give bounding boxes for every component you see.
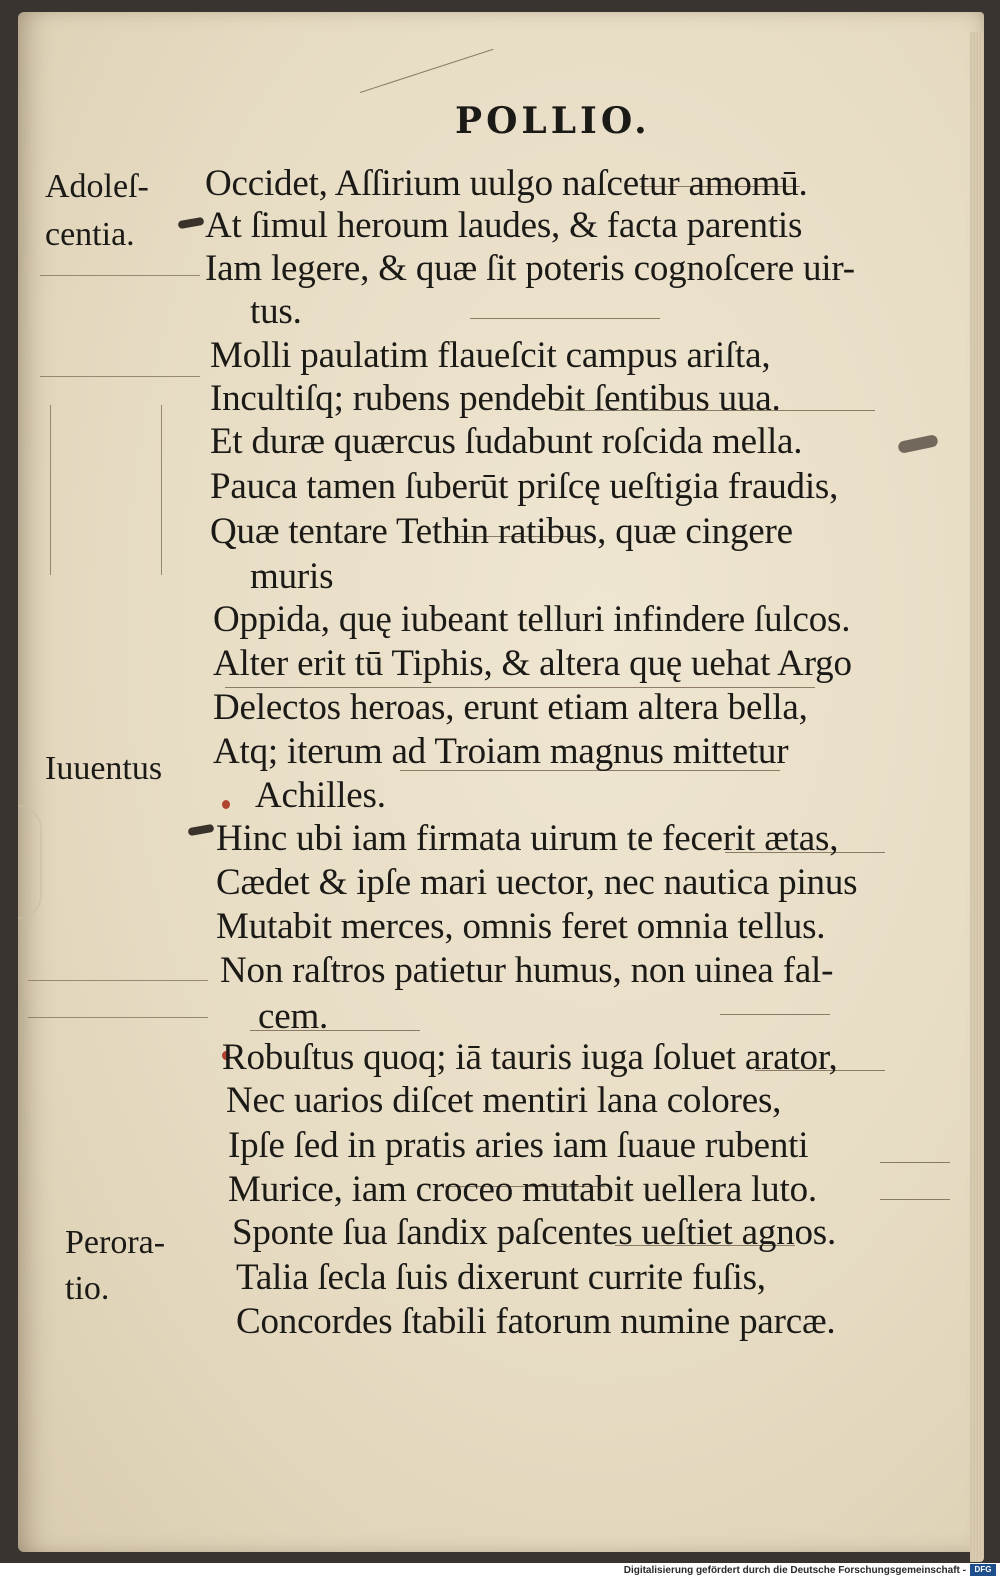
handwritten-gloss: [40, 275, 200, 377]
handwritten-gloss: [720, 1014, 830, 1025]
verse-line: Pauca tamen ſuberūt priſcę ueſtigia fraudis,: [210, 466, 839, 507]
verse-line: muris: [250, 556, 334, 597]
verse-line: Concordes ſtabili fatorum numine parcæ.: [236, 1301, 836, 1342]
verse-line: Molli paulatim flaueſcit campus ariſta,: [210, 335, 771, 376]
clip-impression: [18, 805, 42, 919]
verse-line: Murice, iam croceo mutabit uellera luto.: [228, 1169, 817, 1210]
verse-line: Nec uarios diſcet mentiri lana colores,: [226, 1080, 782, 1121]
dfg-logo: DFG: [970, 1564, 996, 1576]
verse-line: Ipſe ſed in pratis aries iam ſuaue rubenti: [228, 1125, 809, 1166]
digitization-footer: [0, 1563, 1000, 1577]
rubrication-dot: [222, 800, 230, 809]
verse-line: Quæ tentare Tethin ratibus, quæ cingere: [210, 511, 793, 552]
verse-line: Alter erit tū Tiphis, & altera quę uehat Argo: [213, 643, 852, 684]
digitization-note: Digitalisierung gefördert durch die Deutsche Forschungsgemeinschaft -: [623, 1565, 966, 1576]
page-edge: [970, 32, 984, 1562]
verse-line: Mutabit merces, omnis feret omnia tellus.: [216, 906, 826, 947]
verse-line: tus.: [250, 291, 302, 332]
verse-line: Achilles.: [255, 775, 386, 816]
verse-line: Non raſtros patietur humus, non uinea fal-: [220, 950, 834, 991]
verse-line: cem.: [258, 996, 329, 1037]
handwritten-gloss: [470, 318, 660, 329]
verse-line: Cædet & ipſe mari uector, nec nautica pinus: [216, 862, 858, 903]
margin-label-adolescentia: centia.: [45, 216, 135, 253]
handwritten-gloss: [880, 1162, 950, 1200]
verse-line: Iam legere, & quæ ſit poteris cognoſcere uir-: [205, 248, 855, 289]
verse-line: Talia ſecla ſuis dixerunt currite fuſis,: [236, 1257, 766, 1298]
margin-label-iuuentus: Iuuentus: [45, 750, 163, 787]
verse-line: Occidet, Aſſirium uulgo naſcetur amomū.: [205, 163, 808, 204]
verse-line: Robuſtus quoq; iā tauris iuga ſoluet arator,: [222, 1037, 838, 1078]
verse-line: Oppida, quę iubeant telluri infindere ſulcos.: [213, 599, 851, 640]
margin-label-peroratio: Perora-: [65, 1224, 166, 1261]
running-title: POLLIO.: [455, 100, 651, 142]
margin-label-adolescentia: Adoleſ-: [45, 168, 149, 205]
margin-label-peroratio: tio.: [65, 1270, 110, 1307]
handwritten-gloss: [28, 980, 208, 1018]
verse-line: Incultiſq; rubens pendebit ſentibus uua.: [210, 378, 781, 419]
verse-line: At ſimul heroum laudes, & facta parentis: [205, 205, 803, 246]
verse-line: Atq; iterum ad Troiam magnus mittetur: [213, 731, 789, 772]
verse-line: Delectos heroas, erunt etiam altera bella,: [213, 687, 808, 728]
verse-line: Et duræ quærcus ſudabunt roſcida mella.: [210, 421, 803, 462]
verse-line: Hinc ubi iam firmata uirum te fecerit ætas,: [216, 818, 839, 859]
handwritten-gloss: [50, 405, 162, 575]
verse-line: Sponte ſua ſandix paſcentes ueſtiet agnos.: [232, 1212, 836, 1253]
